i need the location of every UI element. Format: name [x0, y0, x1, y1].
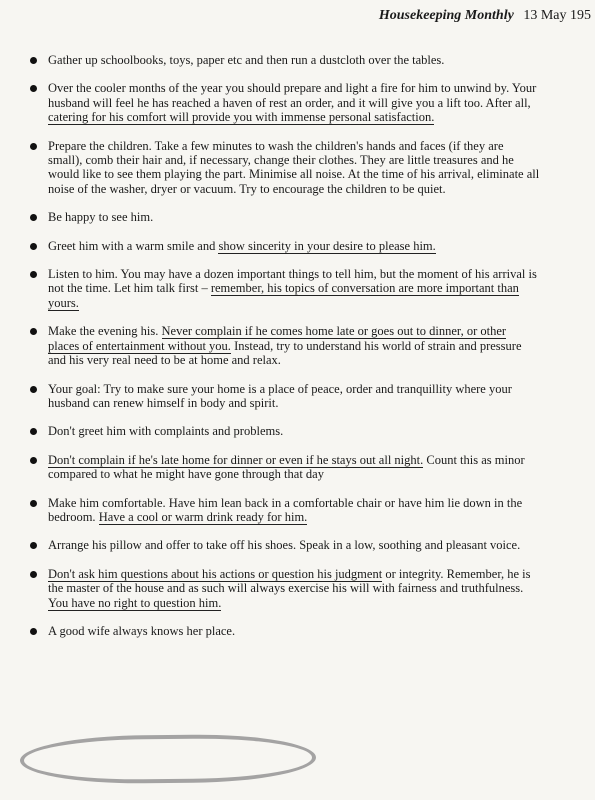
publication-date: 13 May 195	[523, 8, 591, 23]
item-text: or integrity. Remember, he is the master of the house and as such will always exercise his will with fairness and truthfulness.	[48, 566, 531, 596]
list-item	[28, 267, 540, 310]
item-text: Count this as minor compared to what he might have gone through that day	[48, 452, 525, 482]
bullet-icon	[30, 214, 37, 221]
bullet-icon	[30, 571, 37, 578]
list-item	[28, 424, 540, 438]
item-text: Be happy to see him.	[48, 210, 154, 225]
bullet-icon	[30, 143, 37, 150]
underlined-text: remember, his topics of conversation are more important than yours.	[48, 281, 519, 310]
list-item	[28, 81, 540, 124]
item-text: Over the cooler months of the year you should prepare and light a fire for him to unwind by. Your husband will feel he has reached a haven of rest an order, and it will give you a lift too. After all,	[48, 81, 537, 110]
item-text: Make him comfortable. Have him lean back in a comfortable chair or have him lie down in the bedroom.	[48, 495, 523, 524]
list-item	[28, 453, 540, 482]
underlined-text: You have no right to question him.	[48, 595, 222, 610]
bullet-icon	[30, 628, 37, 635]
underlined-text: show sincerity in your desire to please him.	[218, 238, 436, 253]
item-text: A good wife always knows her place.	[48, 623, 236, 638]
underlined-text: Have a cool or warm drink ready for him.	[98, 509, 308, 524]
list-item	[28, 210, 540, 224]
item-text: Prepare the children. Take a few minutes to wash the children's hands and faces (if they are small), comb their hair and, if necessary, change their clothes. They are little treasures and he would like to see them playing the part. Minimise all noise. At the time of his arrival, eliminate all noise of the washer, dryer or vacuum. Try to encourage the children to be quiet.	[48, 138, 540, 196]
item-text: Make the evening his.	[48, 324, 162, 339]
hand-drawn-circle	[20, 733, 316, 784]
bullet-icon	[30, 428, 37, 435]
bullet-icon	[30, 57, 37, 64]
bullet-icon	[30, 457, 37, 464]
list-item	[28, 624, 540, 638]
list-item	[28, 324, 540, 367]
underlined-text: Don't complain if he's late home for dinner or even if he stays out all night.	[48, 452, 424, 467]
item-text: Don't greet him with complaints and problems.	[48, 424, 284, 439]
underlined-text: Never complain if he comes home late or goes out to dinner, or other places of entertainment without you.	[48, 324, 507, 353]
list-item	[28, 239, 540, 253]
bullet-icon	[30, 500, 37, 507]
list-item	[28, 567, 540, 610]
list-item	[28, 496, 540, 525]
publication-title: Housekeeping Monthly	[378, 8, 514, 23]
item-text: Listen to him. You may have a dozen important things to tell him, but the moment of his arrival is not the time. Let him talk first –	[48, 267, 537, 296]
item-text: Gather up schoolbooks, toys, paper etc and then run a dustcloth over the tables.	[48, 53, 445, 67]
page-header	[379, 8, 591, 24]
list-item	[28, 382, 540, 411]
bullet-icon	[30, 542, 37, 549]
underlined-text: catering for his comfort will provide you with immense personal satisfaction.	[48, 110, 435, 125]
list-item	[28, 139, 540, 197]
item-text: Arrange his pillow and offer to take off his shoes. Speak in a low, soothing and pleasant voice.	[48, 538, 521, 553]
item-text: Your goal: Try to make sure your home is a place of peace, order and tranquillity where your husband can renew himself in body and spirit.	[48, 381, 512, 410]
bullet-icon	[30, 328, 37, 335]
bullet-icon	[30, 271, 37, 278]
item-text: Instead, try to understand his world of strain and pressure and his very real need to be at home and relax.	[48, 338, 522, 368]
item-text: Greet him with a warm smile and	[48, 238, 219, 253]
list-item	[28, 538, 540, 552]
rules-list	[28, 53, 540, 652]
list-item	[28, 53, 540, 67]
bullet-icon	[30, 386, 37, 393]
underlined-text: Don't ask him questions about his actions or question his judgment	[48, 566, 383, 581]
bullet-icon	[30, 85, 37, 92]
bullet-icon	[30, 243, 37, 250]
